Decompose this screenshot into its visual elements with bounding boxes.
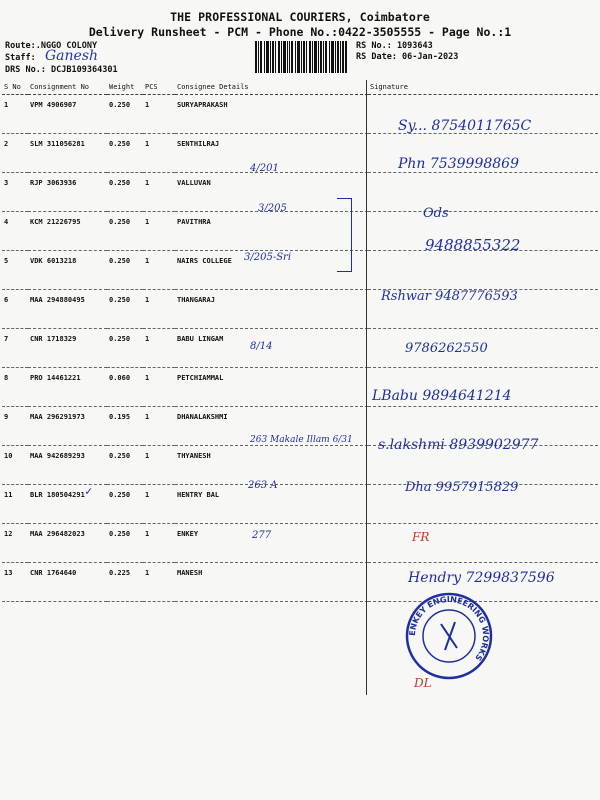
pcs-cell: 1 bbox=[143, 95, 175, 134]
consignee-cell: MANESH bbox=[175, 563, 368, 602]
handwritten-signature: Ods bbox=[423, 206, 449, 221]
weight-cell: 0.250 bbox=[107, 290, 143, 329]
drs-number: DRS No.: DCJB109364301 bbox=[5, 65, 118, 75]
company-title: THE PROFESSIONAL COURIERS, Coimbatore bbox=[170, 10, 430, 24]
pcs-cell: 1 bbox=[143, 368, 175, 407]
weight-cell: 0.060 bbox=[107, 368, 143, 407]
consignee-cell: PAVITHRA bbox=[175, 212, 368, 251]
consignment-cell: CNR 1718329 bbox=[28, 329, 107, 368]
sno-cell: 3 bbox=[2, 173, 28, 212]
sno-cell: 11 bbox=[2, 485, 28, 524]
consignment-cell: CNR 1764640 bbox=[28, 563, 107, 602]
handwritten-address: 3/205-Sri bbox=[244, 252, 292, 263]
sno-cell: 7 bbox=[2, 329, 28, 368]
pcs-cell: 1 bbox=[143, 446, 175, 485]
sno-cell: 6 bbox=[2, 290, 28, 329]
handwritten-signature: Dha 9957915829 bbox=[405, 480, 519, 495]
route-label: Route:.NGGO COLONY bbox=[5, 41, 98, 51]
consignment-cell: RJP 3063936 bbox=[28, 173, 107, 212]
consignee-cell: THANGARAJ bbox=[175, 290, 368, 329]
table-row bbox=[2, 173, 598, 212]
company-seal-stamp bbox=[403, 590, 495, 682]
consignee-cell: ENKEY bbox=[175, 524, 368, 563]
weight-cell: 0.250 bbox=[107, 446, 143, 485]
handwritten-signature: 9488855322 bbox=[425, 236, 521, 254]
handwritten-signature: DL bbox=[414, 676, 432, 690]
sno-cell: 8 bbox=[2, 368, 28, 407]
handwritten-signature: Sy... 8754011765C bbox=[398, 118, 532, 134]
weight-cell: 0.195 bbox=[107, 407, 143, 446]
handwritten-signature: Rshwar 9487776593 bbox=[381, 289, 518, 304]
consignment-cell: MAA 942689293 bbox=[28, 446, 107, 485]
pcs-cell: 1 bbox=[143, 251, 175, 290]
barcode bbox=[255, 41, 347, 73]
pcs-cell: 1 bbox=[143, 524, 175, 563]
col-header-consignment: Consignment No bbox=[28, 80, 107, 95]
handwritten-signature: Phn 7539998869 bbox=[398, 156, 519, 172]
handwritten-address: 8/14 bbox=[250, 341, 273, 352]
consignee-cell: BABU LINGAM bbox=[175, 329, 368, 368]
pcs-cell: 1 bbox=[143, 173, 175, 212]
consignee-cell: VALLUVAN bbox=[175, 173, 368, 212]
sno-cell: 13 bbox=[2, 563, 28, 602]
consignee-cell: HENTRY BAL bbox=[175, 485, 368, 524]
col-header-sno: S No bbox=[2, 80, 28, 95]
rs-number: RS No.: 1093643 bbox=[356, 41, 433, 51]
sno-cell: 10 bbox=[2, 446, 28, 485]
pcs-cell: 1 bbox=[143, 563, 175, 602]
sno-cell: 9 bbox=[2, 407, 28, 446]
col-header-weight: Weight bbox=[107, 80, 143, 95]
sno-cell: 12 bbox=[2, 524, 28, 563]
handwritten-address: 4/201 bbox=[250, 163, 279, 174]
weight-cell: 0.250 bbox=[107, 173, 143, 212]
consignment-cell: VPM 4906907 bbox=[28, 95, 107, 134]
handwritten-address: 263 A bbox=[248, 480, 278, 491]
handwritten-signature: FR bbox=[412, 530, 430, 544]
handwritten-address: 3/205 bbox=[258, 203, 287, 214]
table-row bbox=[2, 251, 598, 290]
weight-cell: 0.250 bbox=[107, 134, 143, 173]
sno-cell: 5 bbox=[2, 251, 28, 290]
runsheet-subtitle: Delivery Runsheet - PCM - Phone No.:0422-3505555 - Page No.:1 bbox=[88, 25, 512, 39]
pcs-cell: 1 bbox=[143, 329, 175, 368]
col-header-pcs: PCS bbox=[143, 80, 175, 95]
sno-cell: 1 bbox=[2, 95, 28, 134]
consignment-cell: PRO 14461221 bbox=[28, 368, 107, 407]
staff-label: Staff: bbox=[5, 53, 36, 63]
weight-cell: 0.225 bbox=[107, 563, 143, 602]
signature-column-divider bbox=[366, 80, 367, 695]
consignment-cell: SLM 311056281 bbox=[28, 134, 107, 173]
consignee-cell: PETCHIAMMAL bbox=[175, 368, 368, 407]
pcs-cell: 1 bbox=[143, 290, 175, 329]
handwritten-bracket bbox=[337, 198, 352, 272]
sno-cell: 4 bbox=[2, 212, 28, 251]
handwritten-signature: s.lakshmi 8939902977 bbox=[378, 437, 539, 453]
svg-text:ENKEY ENGINEERING WORKS: ENKEY ENGINEERING WORKS bbox=[407, 594, 491, 663]
weight-cell: 0.250 bbox=[107, 251, 143, 290]
signature-cell bbox=[368, 251, 598, 290]
pcs-cell: 1 bbox=[143, 212, 175, 251]
handwritten-address: 263 Makale Illam 6/31 bbox=[250, 435, 353, 445]
table-row bbox=[2, 329, 598, 368]
table-header-row bbox=[2, 80, 598, 95]
pcs-cell: 1 bbox=[143, 134, 175, 173]
rs-date: RS Date: 06-Jan-2023 bbox=[356, 52, 459, 62]
weight-cell: 0.250 bbox=[107, 524, 143, 563]
handwritten-address: 277 bbox=[252, 530, 272, 541]
weight-cell: 0.250 bbox=[107, 95, 143, 134]
consignment-cell: MAA 296291973 bbox=[28, 407, 107, 446]
consignment-cell: MAA 296482023 bbox=[28, 524, 107, 563]
weight-cell: 0.250 bbox=[107, 485, 143, 524]
handwritten-signature: LBabu 9894641214 bbox=[372, 388, 512, 404]
sno-cell: 2 bbox=[2, 134, 28, 173]
consignment-cell: BLR 180504291 bbox=[28, 485, 107, 524]
col-header-consignee: Consignee Details bbox=[175, 80, 368, 95]
consignment-cell: MAA 294880495 bbox=[28, 290, 107, 329]
consignee-cell: SURYAPRAKASH bbox=[175, 95, 368, 134]
table-row bbox=[2, 524, 598, 563]
weight-cell: 0.250 bbox=[107, 212, 143, 251]
signature-cell bbox=[368, 524, 598, 563]
weight-cell: 0.250 bbox=[107, 329, 143, 368]
signature-cell bbox=[368, 173, 598, 212]
handwritten-signature: Hendry 7299837596 bbox=[408, 570, 555, 586]
col-header-signature: Signature bbox=[368, 80, 598, 95]
handwritten-signature: 9786262550 bbox=[405, 341, 488, 356]
checkmark-icon: ✓ bbox=[85, 484, 93, 498]
pcs-cell: 1 bbox=[143, 485, 175, 524]
consignee-cell: DHANALAKSHMI bbox=[175, 407, 368, 446]
consignee-cell: SENTHILRAJ bbox=[175, 134, 368, 173]
pcs-cell: 1 bbox=[143, 407, 175, 446]
consignment-cell: KCM 21226795 bbox=[28, 212, 107, 251]
consignment-cell: VDK 6013218 bbox=[28, 251, 107, 290]
consignee-cell: THYANESH bbox=[175, 446, 368, 485]
staff-handwritten-name: Ganesh bbox=[45, 48, 99, 64]
consignee-cell: NAIRS COLLEGE bbox=[175, 251, 368, 290]
